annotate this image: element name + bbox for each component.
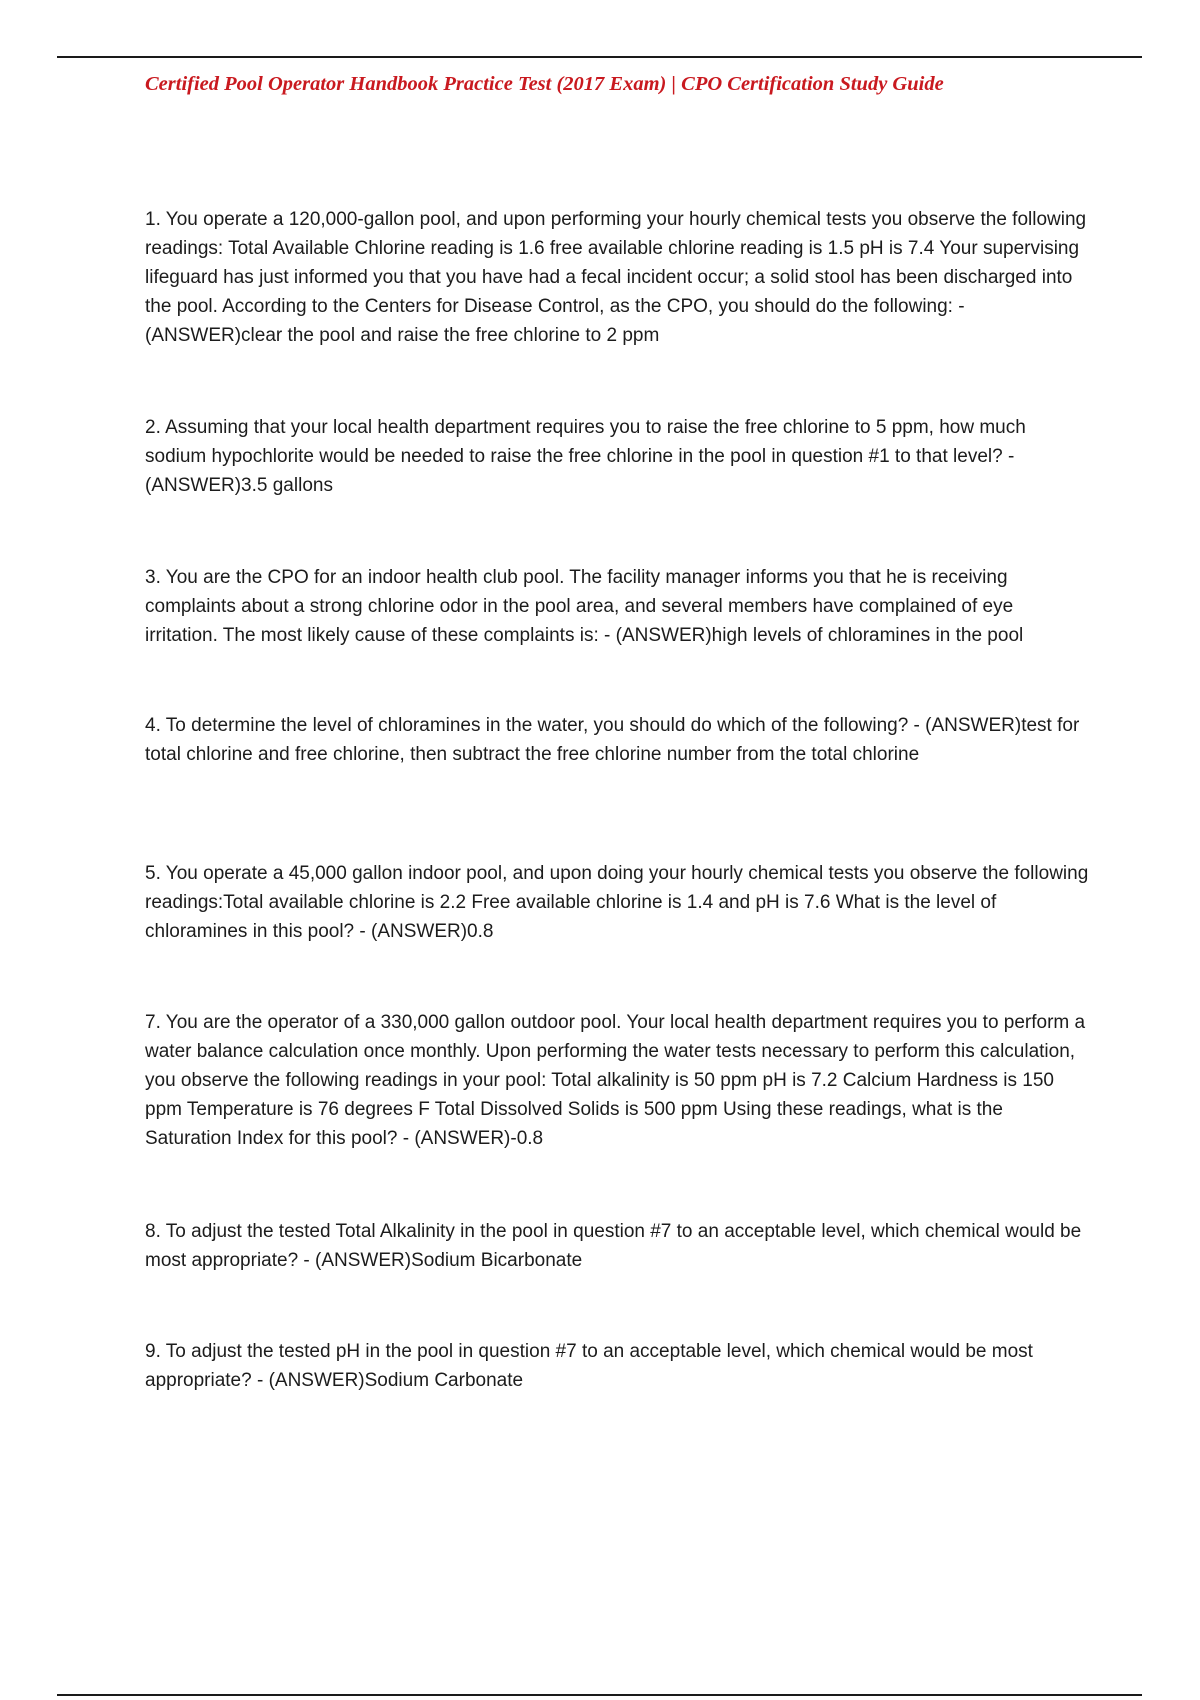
question-7: 7. You are the operator of a 330,000 gallon outdoor pool. Your local health department requires you to perform a water balance calculation once monthly. Upon performing the water tests necessary to perform this calculation, you observe the following readings in your pool: Total alkalinity is 50 ppm pH is 7.2 Calcium Hardness is 150 ppm Temperature is 76 degrees F Total Dissolved Solids is 500 ppm Using these readings, what is the Saturation Index for this pool? - (ANSWER)-0.8 bbox=[145, 1012, 1086, 1149]
document-title: Certified Pool Operator Handbook Practice Test (2017 Exam) | CPO Certification Study Guide bbox=[145, 73, 944, 95]
question-4: 4. To determine the level of chloramines in the water, you should do which of the following? - (ANSWER)test for total chlorine and free chlorine, then subtract the free chlorine number from the total chlorine bbox=[145, 715, 1080, 765]
header-rule bbox=[57, 56, 1142, 58]
question-1: 1. You operate a 120,000-gallon pool, and upon performing your hourly chemical tests you observe the following readings: Total Available Chlorine reading is 1.6 free available chlorine reading is 1.5 pH is 7.4 Your supervising lifeguard has just informed you that you have had a fecal incident occur; a solid stool has been discharged into the pool. According to the Centers for Disease Control, as the CPO, you should do the following: - (ANSWER)clear the pool and raise the free chlorine to 2 ppm bbox=[145, 209, 1087, 346]
question-5: 5. You operate a 45,000 gallon indoor pool, and upon doing your hourly chemical tests you observe the following readings:Total available chlorine is 2.2 Free available chlorine is 1.4 and pH is 7.6 What is the level of chloramines in this pool? - (ANSWER)0.8 bbox=[145, 863, 1089, 942]
question-8: 8. To adjust the tested Total Alkalinity in the pool in question #7 to an acceptable level, which chemical would be most appropriate? - (ANSWER)Sodium Bicarbonate bbox=[145, 1221, 1082, 1271]
question-3: 3. You are the CPO for an indoor health club pool. The facility manager informs you that he is receiving complaints about a strong chlorine odor in the pool area, and several members have complained of eye irritation. The most likely cause of these complaints is: - (ANSWER)high levels of chloramines in the pool bbox=[145, 567, 1024, 646]
question-2: 2. Assuming that your local health department requires you to raise the free chlorine to 5 ppm, how much sodium hypochlorite would be needed to raise the free chlorine in the pool in question #1 to that level? - (ANSWER)3.5 gallons bbox=[145, 417, 1026, 496]
question-9: 9. To adjust the tested pH in the pool in question #7 to an acceptable level, which chemical would be most appropriate? - (ANSWER)Sodium Carbonate bbox=[145, 1341, 1033, 1391]
footer-rule bbox=[57, 1694, 1142, 1696]
